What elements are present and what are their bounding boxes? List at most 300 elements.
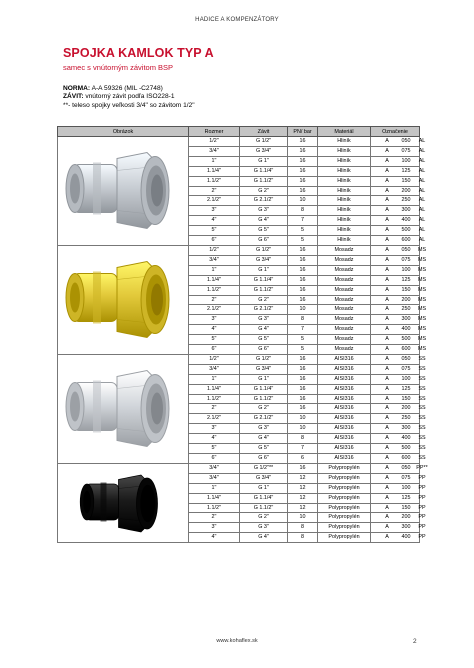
code-part-1: A	[385, 524, 389, 531]
code-part-2: 300	[401, 524, 411, 531]
code-part-1: A	[385, 157, 389, 164]
cell-material: Mosadz	[318, 245, 371, 255]
cell-material: Mosadz	[318, 295, 371, 305]
code-part-2: 100	[401, 157, 411, 164]
cell-pressure: 16	[288, 463, 318, 473]
product-table	[57, 126, 428, 543]
cell-pressure: 7	[288, 444, 318, 454]
col-header-thread: Závit	[240, 127, 288, 137]
cell-material: Mosadz	[318, 255, 371, 265]
cell-code	[371, 335, 427, 345]
code-part-2: 200	[401, 296, 411, 303]
cell-material: Hliník	[318, 216, 371, 226]
cell-thread: G 4"	[240, 216, 288, 226]
code-part-3: SS	[418, 445, 426, 452]
cell-pressure: 10	[288, 414, 318, 424]
cell-size: 5"	[189, 444, 240, 454]
code-part-3: SS	[418, 355, 426, 362]
code-part-2: 075	[401, 147, 411, 154]
code-part-2: 300	[401, 316, 411, 323]
cell-size: 2"	[189, 295, 240, 305]
cell-thread: G 2"	[240, 404, 288, 414]
cell-pressure: 16	[288, 137, 318, 147]
code-part-2: 150	[401, 177, 411, 184]
cell-code	[371, 523, 426, 533]
cell-material: Hliník	[318, 236, 371, 246]
cell-code	[371, 245, 427, 255]
code-part-2: 250	[401, 197, 411, 204]
cell-material: AISI316	[318, 384, 371, 394]
cell-pressure: 8	[288, 206, 318, 216]
cell-pressure: 16	[288, 295, 318, 305]
cell-code	[371, 166, 426, 176]
cell-size: 4"	[189, 533, 240, 543]
code-part-3: AL	[418, 217, 426, 224]
cell-thread: G 4"	[240, 434, 288, 444]
code-part-2: 600	[401, 237, 411, 244]
page-header: HADICE A KOMPENZÁTORY	[195, 17, 279, 23]
code-part-1: A	[385, 385, 389, 392]
cell-pressure: 16	[288, 265, 318, 275]
code-part-2: 150	[401, 395, 411, 402]
code-part-3: AL	[418, 157, 426, 164]
zavit-line	[63, 93, 195, 101]
code-part-2: 400	[401, 217, 411, 224]
cell-material: Polypropylén	[318, 533, 371, 543]
code-part-1: A	[385, 405, 389, 412]
cell-thread: G 5"	[240, 444, 288, 454]
cell-size: 3"	[189, 206, 240, 216]
col-header-size: Rozmer	[189, 127, 240, 137]
code-part-3: PP	[418, 504, 426, 511]
code-part-1: A	[385, 316, 389, 323]
cell-pressure: 6	[288, 454, 318, 464]
cell-material: AISI316	[318, 414, 371, 424]
cell-material: AISI316	[318, 434, 371, 444]
code-part-1: A	[385, 227, 389, 234]
code-part-2: 050	[401, 246, 411, 253]
cell-code	[371, 384, 426, 394]
code-part-1: A	[385, 207, 389, 214]
cell-size: 3/4"	[189, 255, 240, 265]
code-part-2: 075	[401, 256, 411, 263]
stainless-coupling-icon	[59, 356, 187, 461]
code-part-3: MS	[417, 266, 427, 273]
code-part-2: 100	[401, 375, 411, 382]
product-image-cell	[58, 137, 189, 246]
code-part-2: 600	[401, 455, 411, 461]
code-part-3: PP	[418, 484, 426, 491]
cell-pressure: 12	[288, 473, 318, 483]
cell-size: 4"	[189, 434, 240, 444]
code-part-2: 100	[401, 266, 411, 273]
cell-code	[371, 216, 426, 226]
cell-material: Hliník	[318, 186, 371, 196]
cell-thread: G 6"	[240, 236, 288, 246]
code-part-3: SS	[418, 425, 426, 432]
cell-thread: G 5"	[240, 226, 288, 236]
cell-code	[371, 533, 426, 543]
cell-pressure: 5	[288, 345, 318, 355]
cell-thread: G 1.1/2"	[240, 394, 288, 404]
code-part-1: A	[385, 435, 389, 442]
cell-material: Mosadz	[318, 325, 371, 335]
code-part-3: AL	[418, 177, 426, 184]
cell-thread: G 1.1/2"	[240, 176, 288, 186]
cell-thread: G 1"	[240, 265, 288, 275]
col-header-material: Materiál	[318, 127, 371, 137]
cell-code	[371, 473, 426, 483]
cell-code	[371, 454, 426, 464]
zavit-label: ZÁVIT:	[63, 93, 84, 101]
cell-material: AISI316	[318, 454, 371, 464]
cell-pressure: 7	[288, 216, 318, 226]
code-part-3: MS	[417, 256, 427, 263]
code-part-1: A	[385, 445, 389, 452]
cell-thread: G 2"	[240, 295, 288, 305]
cell-material: AISI316	[318, 374, 371, 384]
code-part-3: SS	[418, 395, 426, 402]
cell-code	[371, 394, 426, 404]
code-part-2: 200	[401, 405, 411, 412]
code-part-3: AL	[418, 227, 426, 234]
cell-code	[371, 325, 427, 335]
cell-code	[371, 226, 426, 236]
cell-thread: G 1.1/2"	[240, 503, 288, 513]
cell-thread: G 1.1/4"	[240, 493, 288, 503]
cell-size: 1.1/2"	[189, 503, 240, 513]
code-part-3: AL	[418, 147, 426, 154]
cell-thread: G 2"	[240, 513, 288, 523]
code-part-1: A	[385, 296, 389, 303]
cell-pressure: 12	[288, 493, 318, 503]
code-part-3: SS	[418, 385, 426, 392]
table-row	[58, 463, 420, 473]
cell-size: 6"	[189, 454, 240, 464]
code-part-2: 400	[401, 326, 411, 333]
cell-size: 6"	[189, 236, 240, 246]
code-part-3: MS	[417, 336, 427, 343]
code-part-3: PP	[418, 524, 426, 531]
table-row	[58, 245, 420, 255]
cell-thread: G 1.1/4"	[240, 275, 288, 285]
code-part-3: MS	[417, 276, 427, 283]
code-part-1: A	[385, 286, 389, 293]
code-part-1: A	[385, 415, 389, 422]
cell-size: 3/4"	[189, 146, 240, 156]
code-part-3: MS	[417, 306, 427, 313]
code-part-1: A	[385, 455, 389, 461]
cell-pressure: 16	[288, 176, 318, 186]
code-part-1: A	[385, 237, 389, 244]
cell-size: 2.1/2"	[189, 414, 240, 424]
cell-material: Mosadz	[318, 335, 371, 345]
cell-thread: G 3"	[240, 315, 288, 325]
cell-material: Polypropylén	[318, 513, 371, 523]
cell-material: Hliník	[318, 166, 371, 176]
code-part-2: 150	[401, 504, 411, 511]
cell-code	[371, 285, 427, 295]
cell-thread: G 4"	[240, 533, 288, 543]
cell-material: Mosadz	[318, 345, 371, 355]
cell-size: 3/4"	[189, 473, 240, 483]
cell-thread: G 2.1/2"	[240, 196, 288, 206]
cell-code	[371, 444, 426, 454]
cell-pressure: 5	[288, 236, 318, 246]
cell-size: 3"	[189, 424, 240, 434]
code-part-3: MS	[417, 296, 427, 303]
code-part-3: PP	[418, 514, 426, 521]
code-part-3: AL	[418, 197, 426, 204]
polypropylene-coupling-icon	[59, 466, 187, 541]
cell-pressure: 16	[288, 275, 318, 285]
page-title: SPOJKA KAMLOK TYP A	[63, 46, 214, 60]
code-part-3: AL	[418, 187, 426, 194]
code-part-1: A	[385, 346, 389, 353]
code-part-2: 200	[401, 187, 411, 194]
cell-size: 1"	[189, 265, 240, 275]
cell-pressure: 16	[288, 394, 318, 404]
cell-thread: G 1/2"**	[240, 463, 288, 473]
code-part-2: 250	[401, 306, 411, 313]
cell-pressure: 5	[288, 335, 318, 345]
cell-pressure: 12	[288, 483, 318, 493]
cell-code	[371, 255, 427, 265]
code-part-2: 050	[401, 355, 411, 362]
zavit-value: vnútorný závit podľa ISO228-1	[83, 93, 175, 101]
norma-label: NORMA:	[63, 85, 91, 92]
cell-thread: G 3"	[240, 206, 288, 216]
code-part-1: A	[385, 494, 389, 501]
cell-thread: G 1/2"	[240, 354, 288, 364]
code-part-1: A	[385, 256, 389, 263]
note-line: **- teleso spojky veľkosti 3/4" so závitom 1/2"	[63, 101, 195, 109]
cell-code	[371, 137, 426, 147]
cell-pressure: 16	[288, 245, 318, 255]
code-part-3: PP	[418, 534, 426, 541]
cell-code	[371, 156, 426, 166]
cell-size: 1"	[189, 156, 240, 166]
code-part-3: AL	[418, 138, 426, 144]
cell-code	[371, 483, 426, 493]
code-part-1: A	[385, 276, 389, 283]
cell-thread: G 1.1/2"	[240, 285, 288, 295]
code-part-3: SS	[418, 455, 426, 461]
cell-thread: G 4"	[240, 325, 288, 335]
cell-code	[371, 236, 426, 246]
cell-code	[371, 176, 426, 186]
code-part-1: A	[385, 355, 389, 362]
cell-material: Hliník	[318, 137, 371, 147]
cell-pressure: 10	[288, 305, 318, 315]
code-part-1: A	[385, 365, 389, 372]
cell-thread: G 6"	[240, 454, 288, 464]
cell-thread: G 3/4"	[240, 255, 288, 265]
code-part-2: 075	[401, 365, 411, 372]
code-part-2: 500	[401, 445, 411, 452]
code-part-3: MS	[417, 326, 427, 333]
code-part-3: MS	[417, 286, 427, 293]
code-part-2: 100	[401, 484, 411, 491]
code-part-3: SS	[418, 365, 426, 372]
cell-size: 1/2"	[189, 354, 240, 364]
code-part-2: 125	[401, 385, 411, 392]
cell-code	[371, 196, 426, 206]
cell-pressure: 16	[288, 374, 318, 384]
code-part-2: 500	[401, 227, 411, 234]
cell-pressure: 16	[288, 156, 318, 166]
cell-size: 3/4"	[189, 463, 240, 473]
cell-code	[371, 186, 426, 196]
cell-material: AISI316	[318, 394, 371, 404]
code-part-2: 050	[401, 138, 411, 144]
cell-pressure: 16	[288, 285, 318, 295]
cell-size: 2.1/2"	[189, 305, 240, 315]
cell-thread: G 1/2"	[240, 245, 288, 255]
norma-value: A-A 59326 (MIL -C2748)	[90, 85, 163, 92]
cell-material: Hliník	[318, 226, 371, 236]
cell-size: 1.1/4"	[189, 166, 240, 176]
product-image-cell	[58, 354, 189, 463]
page-subtitle: samec s vnútorným závitom BSP	[63, 63, 174, 72]
code-part-1: A	[385, 147, 389, 154]
cell-pressure: 10	[288, 196, 318, 206]
cell-pressure: 16	[288, 146, 318, 156]
cell-code	[371, 424, 426, 434]
cell-size: 3"	[189, 523, 240, 533]
cell-pressure: 8	[288, 533, 318, 543]
code-part-1: A	[385, 197, 389, 204]
cell-material: Hliník	[318, 156, 371, 166]
code-part-3: AL	[418, 167, 426, 174]
cell-thread: G 2.1/2"	[240, 414, 288, 424]
cell-size: 4"	[189, 216, 240, 226]
spec-info	[63, 85, 195, 110]
cell-material: Hliník	[318, 206, 371, 216]
cell-material: AISI316	[318, 354, 371, 364]
cell-pressure: 5	[288, 226, 318, 236]
cell-size: 3/4"	[189, 364, 240, 374]
code-part-3: MS	[417, 346, 427, 353]
code-part-2: 125	[401, 167, 411, 174]
cell-size: 6"	[189, 345, 240, 355]
cell-code	[371, 275, 427, 285]
cell-pressure: 12	[288, 503, 318, 513]
code-part-1: A	[385, 306, 389, 313]
code-part-2: 250	[401, 415, 411, 422]
cell-size: 1.1/2"	[189, 285, 240, 295]
cell-thread: G 1"	[240, 156, 288, 166]
product-image-cell	[58, 245, 189, 354]
cell-size: 2"	[189, 513, 240, 523]
code-part-2: 150	[401, 286, 411, 293]
cell-thread: G 6"	[240, 345, 288, 355]
code-part-2: 200	[401, 514, 411, 521]
code-part-2: 600	[401, 346, 411, 353]
cell-pressure: 16	[288, 255, 318, 265]
cell-material: AISI316	[318, 424, 371, 434]
cell-size: 1.1/2"	[189, 394, 240, 404]
code-part-3: MS	[417, 246, 427, 253]
code-part-2: 400	[401, 435, 411, 442]
cell-size: 1.1/4"	[189, 275, 240, 285]
cell-pressure: 16	[288, 384, 318, 394]
cell-size: 1/2"	[189, 137, 240, 147]
cell-size: 5"	[189, 226, 240, 236]
cell-pressure: 16	[288, 186, 318, 196]
cell-pressure: 8	[288, 523, 318, 533]
cell-code	[371, 206, 426, 216]
cell-code	[371, 463, 428, 473]
code-part-3: SS	[418, 415, 426, 422]
table-row	[58, 354, 420, 364]
cell-size: 1.1/4"	[189, 384, 240, 394]
code-part-1: A	[385, 474, 389, 481]
code-part-1: A	[385, 425, 389, 432]
cell-pressure: 10	[288, 513, 318, 523]
cell-material: Mosadz	[318, 315, 371, 325]
cell-thread: G 3"	[240, 424, 288, 434]
cell-pressure: 10	[288, 424, 318, 434]
code-part-1: A	[385, 246, 389, 253]
cell-size: 5"	[189, 335, 240, 345]
cell-code	[371, 503, 426, 513]
cell-material: Polypropylén	[318, 493, 371, 503]
cell-code	[371, 315, 427, 325]
code-part-1: A	[385, 177, 389, 184]
cell-thread: G 1.1/4"	[240, 166, 288, 176]
cell-size: 1/2"	[189, 245, 240, 255]
code-part-2: 300	[401, 425, 411, 432]
code-part-1: A	[385, 504, 389, 511]
cell-thread: G 1"	[240, 483, 288, 493]
cell-material: Mosadz	[318, 265, 371, 275]
cell-code	[371, 295, 427, 305]
code-part-3: AL	[418, 237, 426, 244]
code-part-2: 400	[401, 534, 411, 541]
cell-thread: G 3/4"	[240, 364, 288, 374]
cell-material: Hliník	[318, 176, 371, 186]
cell-code	[371, 146, 426, 156]
code-part-1: A	[385, 326, 389, 333]
code-part-1: A	[385, 514, 389, 521]
col-header-code: Označenie	[371, 127, 420, 137]
code-part-1: A	[385, 484, 389, 491]
cell-pressure: 7	[288, 325, 318, 335]
brass-coupling-icon	[59, 247, 187, 352]
cell-code	[371, 345, 427, 355]
cell-material: Mosadz	[318, 285, 371, 295]
cell-code	[371, 354, 426, 364]
cell-size: 4"	[189, 325, 240, 335]
code-part-2: 125	[401, 276, 411, 283]
col-header-pressure: PN/ bar	[288, 127, 318, 137]
cell-code	[371, 513, 426, 523]
product-image-cell	[58, 463, 189, 542]
cell-size: 1.1/2"	[189, 176, 240, 186]
code-part-1: A	[385, 534, 389, 541]
page-number: 2	[413, 638, 417, 645]
code-part-3: PP**	[416, 464, 428, 471]
cell-thread: G 2.1/2"	[240, 305, 288, 315]
cell-pressure: 16	[288, 354, 318, 364]
cell-code	[371, 364, 426, 374]
cell-thread: G 1.1/4"	[240, 384, 288, 394]
code-part-3: SS	[418, 405, 426, 412]
footer-url: www.kohaflex.sk	[216, 638, 258, 644]
code-part-1: A	[385, 375, 389, 382]
cell-material: Hliník	[318, 196, 371, 206]
